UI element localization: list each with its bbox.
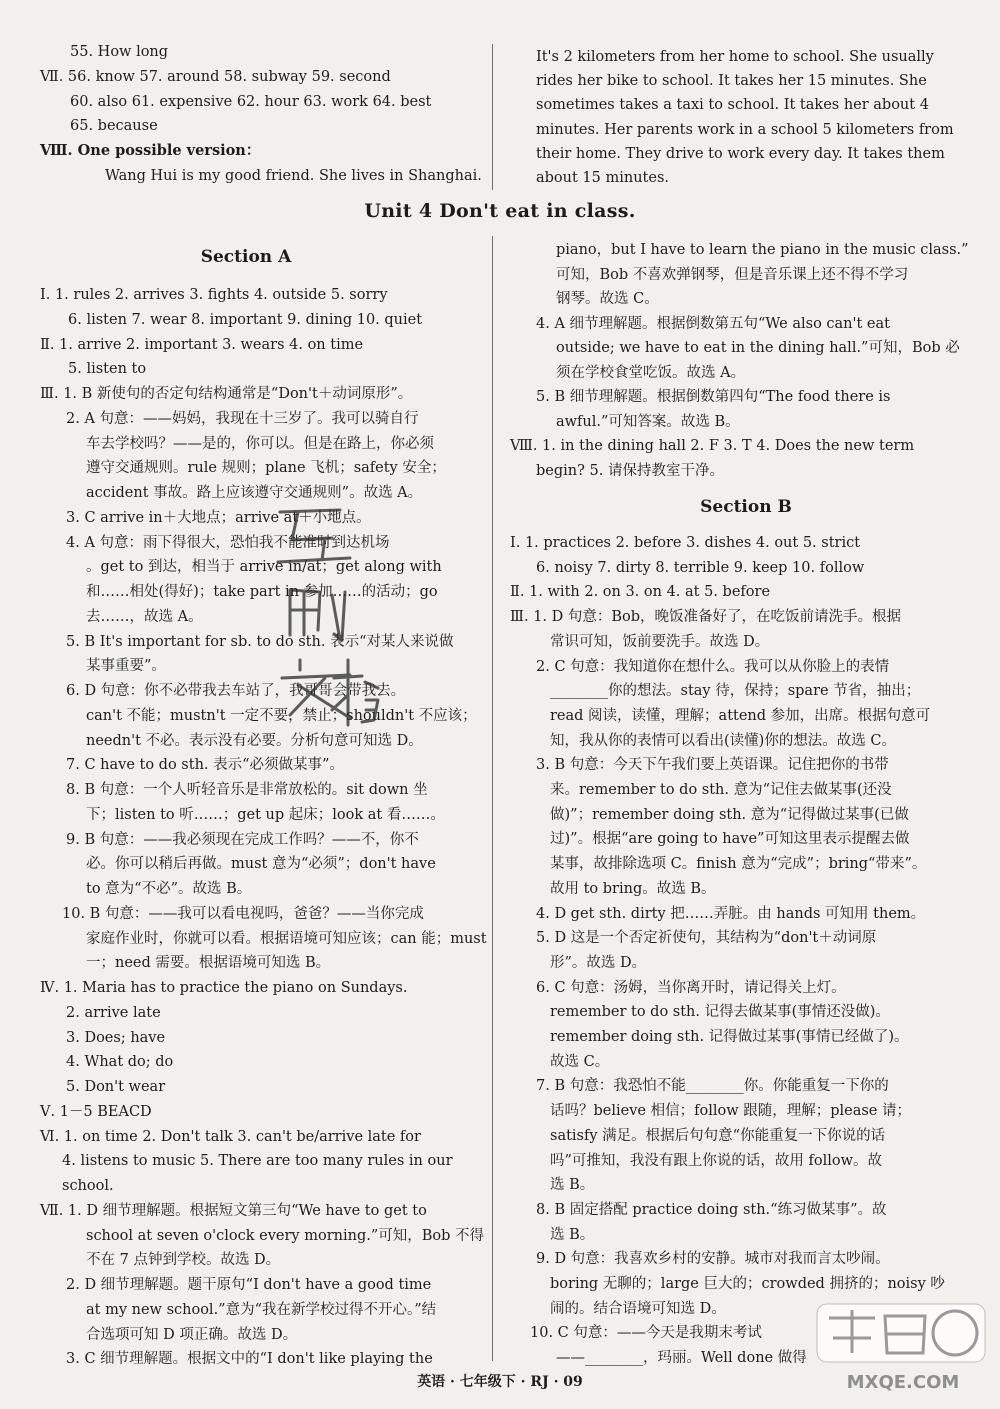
answer-line: 知，我从你的表情可以看出(读懂)你的想法。故选 C。 [550, 732, 897, 749]
answer-line: 3. B 句意：今天下午我们要上英语课。记住把你的书带 [536, 757, 889, 774]
answer-line: 某事，故排除选项 C。finish 意为“完成”；bring“带来”。 [550, 856, 927, 873]
answer-line: 和……相处(得好)；take part in 参加……的活动；go [86, 584, 438, 600]
answer-line: 车去学校吗？——是的，你可以。但是在路上，你必须 [86, 435, 434, 452]
answer-line: 遵守交通规则。rule 规则；plane 飞机；safety 安全； [86, 460, 446, 477]
answer-line: Ⅰ. 1. rules 2. arrives 3. fights 4. outside 5. sorry [40, 287, 388, 303]
answer-line: at my new school.”意为“我在新学校过得不开心。”结 [86, 1301, 437, 1318]
answer-line: boring 无聊的；large 巨大的；crowded 拥挤的；noisy 吵 [550, 1276, 945, 1292]
answer-line: 60. also 61. expensive 62. hour 63. work 64. best [70, 94, 432, 110]
section-b-title: Section B [700, 497, 792, 517]
answer-line: 5. D 这是一个否定祈使句，其结构为“don't＋动词原 [536, 930, 877, 947]
answer-line: piano，but I have to learn the piano in the music class.” [556, 242, 969, 258]
answer-line: 选 B。 [550, 1177, 595, 1194]
answer-line: needn't 不必。表示没有必要。分析句意可知选 D。 [86, 732, 423, 749]
answer-line: 来。remember to do sth. 意为“记住去做某事(还没 [550, 782, 892, 798]
essay-line: their home. They drive to work every day. It takes them [536, 146, 945, 162]
column-divider [492, 236, 493, 1361]
answer-line: 4. listens to music 5. There are too many rules in our [62, 1153, 453, 1170]
answer-line: remember to do sth. 记得去做某事(事情还没做)。 [550, 1004, 890, 1021]
answer-line: remember doing sth. 记得做过某事(事情已经做了)。 [550, 1029, 909, 1045]
answer-line: 6. noisy 7. dirty 8. terrible 9. keep 10. follow [536, 559, 865, 576]
essay-line: rides her bike to school. It takes her 15 minutes. She [536, 73, 927, 89]
answer-line: 5. Don't wear [66, 1079, 166, 1095]
essay-line: It's 2 kilometers from her home to school. She usually [536, 49, 934, 65]
answer-line: satisfy 满足。根据后句句意“你能重复一下你说的话 [550, 1127, 886, 1144]
answer-line: 不在 7 点钟到学校。故选 D。 [86, 1252, 281, 1269]
answer-line: read 阅读，读懂，理解；attend 参加，出席。根据句意可 [550, 707, 931, 724]
answer-line: Ⅶ. 56. know 57. around 58. subway 59. second [40, 69, 391, 85]
answer-line: 4. What do; do [66, 1054, 174, 1071]
answer-line: 形”。故选 D。 [550, 954, 647, 971]
answer-line: 8. B 固定搭配 practice doing sth.“练习做某事”。故 [536, 1201, 887, 1218]
essay-line: sometimes takes a taxi to school. It takes her about 4 [536, 97, 929, 113]
answer-line: 9. D 句意：我喜欢乡村的安静。城市对我而言太吵闹。 [536, 1251, 890, 1268]
answer-line: ________你的想法。stay 待，保持；spare 节省，抽出； [550, 683, 921, 700]
answer-line: 5. listen to [68, 361, 147, 378]
column-divider [492, 44, 493, 190]
answer-line: Ⅶ. 1. D 细节理解题。根据短文第三句“We have to get to [40, 1202, 427, 1219]
answer-line: 6. listen 7. wear 8. important 9. dining 10. quiet [68, 311, 423, 328]
answer-line: 10. C 句意：——今天是我期末考试 [530, 1325, 762, 1342]
answer-line: 合选项可知 D 项正确。故选 D。 [86, 1326, 298, 1343]
answer-line: 8. B 句意：一个人听轻音乐是非常放松的。sit down 坐 [66, 782, 428, 798]
answer-line: Ⅰ. 1. practices 2. before 3. dishes 4. out 5. strict [510, 535, 861, 551]
answer-line: 可知，Bob 不喜欢弹钢琴，但是音乐课上还不得不学习 [556, 266, 909, 283]
unit-title: Unit 4 Don't eat in class. [364, 200, 636, 222]
essay-line: about 15 minutes. [536, 170, 670, 186]
answer-line: 4. A 细节理解题。根据倒数第五句“We also can't eat [536, 315, 890, 332]
answer-line: awful.”可知答案。故选 B。 [556, 413, 740, 430]
answer-line: outside; we have to eat in the dining hall.”可知，Bob 必 [556, 340, 960, 356]
answer-line: 10. B 句意：——我可以看电视吗，爸爸？——当你完成 [62, 905, 424, 922]
answer-line: 9. B 句意：——我必须现在完成工作吗？——不，你不 [66, 831, 419, 848]
answer-line: 3. Does; have [66, 1029, 166, 1046]
answer-line: 6. D 句意：你不必带我去车站了，我哥哥会带我去。 [66, 683, 406, 699]
answer-line: 必。你可以稍后再做。must 意为“必须”；don't have [86, 856, 436, 873]
answer-line: 闹的。结合语境可知选 D。 [550, 1300, 726, 1317]
answer-line: 须在学校食堂吃饭。故选 A。 [556, 364, 746, 381]
answer-line: 5. B 细节理解题。根据倒数第四句“The food there is [536, 389, 891, 405]
section-a-title: Section A [200, 247, 292, 267]
answer-line: 4. A 句意：雨下得很大，恐怕我不能准时到达机场 [66, 534, 390, 551]
answer-line: 6. C 句意：汤姆，当你离开时，请记得关上灯。 [536, 979, 846, 996]
answer-line: Ⅵ. 1. on time 2. Don't talk 3. can't be/arrive late for [40, 1128, 421, 1145]
handwritten-stamp-icon [270, 500, 380, 730]
answer-line: can't 不能；mustn't 一定不要，禁止；shouldn't 不应该； [86, 707, 477, 724]
answer-line: Ⅷ. One possible version： [40, 142, 261, 159]
answer-line: 故用 to bring。故选 B。 [550, 880, 716, 897]
essay-line: Wang Hui is my good friend. She lives in Shanghai. [105, 168, 482, 184]
answer-line: 家庭作业时，你就可以看。根据语境可知应该；can 能；must [86, 930, 487, 947]
answer-line: 。get to 到达，相当于 arrive in/at；get along with [86, 559, 442, 576]
answer-line: 55. How long [70, 44, 169, 60]
answer-line: Ⅱ. 1. arrive 2. important 3. wears 4. on time [40, 336, 364, 353]
answer-line: 做)”；remember doing sth. 意为“记得做过某事(已做 [550, 806, 909, 823]
answer-line: 去……，故选 A。 [86, 608, 203, 625]
answer-line: accident 事故。路上应该遵守交通规则”。故选 A。 [86, 485, 423, 501]
answer-line: 常识可知，饭前要洗手。故选 D。 [550, 633, 770, 650]
answer-line: 选 B。 [550, 1226, 595, 1243]
answer-line: 吗”可推知，我没有跟上你说的话，故用 follow。故 [550, 1152, 883, 1169]
answer-line: 2. A 句意：——妈妈，我现在十三岁了。我可以骑自行 [66, 410, 419, 427]
answer-line: 5. B It's important for sb. to do sth. 表示“对某人来说做 [66, 633, 454, 650]
answer-line: school. [62, 1178, 114, 1194]
answer-line: 话吗？believe 相信；follow 跟随，理解；please 请； [550, 1103, 911, 1120]
answer-line: 7. B 句意：我恐怕不能________你。你能重复一下你的 [536, 1078, 889, 1095]
svg-text:MXQE.COM: MXQE.COM [846, 1372, 960, 1393]
answer-line: ——________，玛丽。Well done 做得 [556, 1350, 807, 1367]
answer-line: Ⅳ. 1. Maria has to practice the piano on Sundays. [40, 980, 408, 996]
answer-line: Ⅱ. 1. with 2. on 3. on 4. at 5. before [510, 584, 771, 601]
answer-line: 一；need 需要。根据语境可知选 B。 [86, 955, 331, 972]
answer-line: 3. C 细节理解题。根据文中的“I don't like playing the [66, 1351, 433, 1368]
answer-line: 2. arrive late [66, 1004, 161, 1021]
answer-line: Ⅲ. 1. D 句意：Bob，晚饭准备好了，在吃饭前请洗手。根据 [510, 609, 902, 626]
page-footer: 英语 · 七年级下 · RJ · 09 [417, 1374, 583, 1390]
answer-line: Ⅲ. 1. B 新使句的否定句结构通常是“Don't＋动词原形”。 [40, 386, 413, 402]
answer-line: 2. C 句意：我知道你在想什么。我可以从你脸上的表情 [536, 658, 890, 675]
answer-line: to 意为“不必”。故选 B。 [86, 881, 252, 897]
answer-line: Ⅷ. 1. in the dining hall 2. F 3. T 4. Does the new term [510, 438, 915, 454]
answer-line: begin? 5. 请保持教室干净。 [536, 462, 724, 479]
answer-line: 7. C have to do sth. 表示“必须做某事”。 [66, 757, 344, 774]
answer-line: 65. because [70, 118, 158, 134]
answer-line: school at seven o'clock every morning.”可知，Bob 不得 [86, 1227, 485, 1244]
answer-line: 4. D get sth. dirty 把……弄脏。由 hands 可知用 them。 [536, 905, 926, 922]
answer-line: 过)”。根据“are going to have”可知这里表示提醒去做 [550, 831, 910, 848]
answer-line: 某事重要”。 [86, 658, 166, 675]
answer-line: 3. C arrive in＋大地点；arrive at＋小地点。 [66, 509, 371, 526]
answer-line: Ⅴ. 1－5 BEACD [40, 1103, 152, 1120]
answer-line: 下；listen to 听……；get up 起床；look at 看……。 [86, 806, 445, 823]
answer-line: 钢琴。故选 C。 [556, 291, 659, 307]
essay-line: minutes. Her parents work in a school 5 kilometers from [536, 122, 954, 138]
answer-line: 2. D 细节理解题。题干原句“I don't have a good time [66, 1277, 432, 1293]
answer-line: 故选 C。 [550, 1053, 610, 1070]
